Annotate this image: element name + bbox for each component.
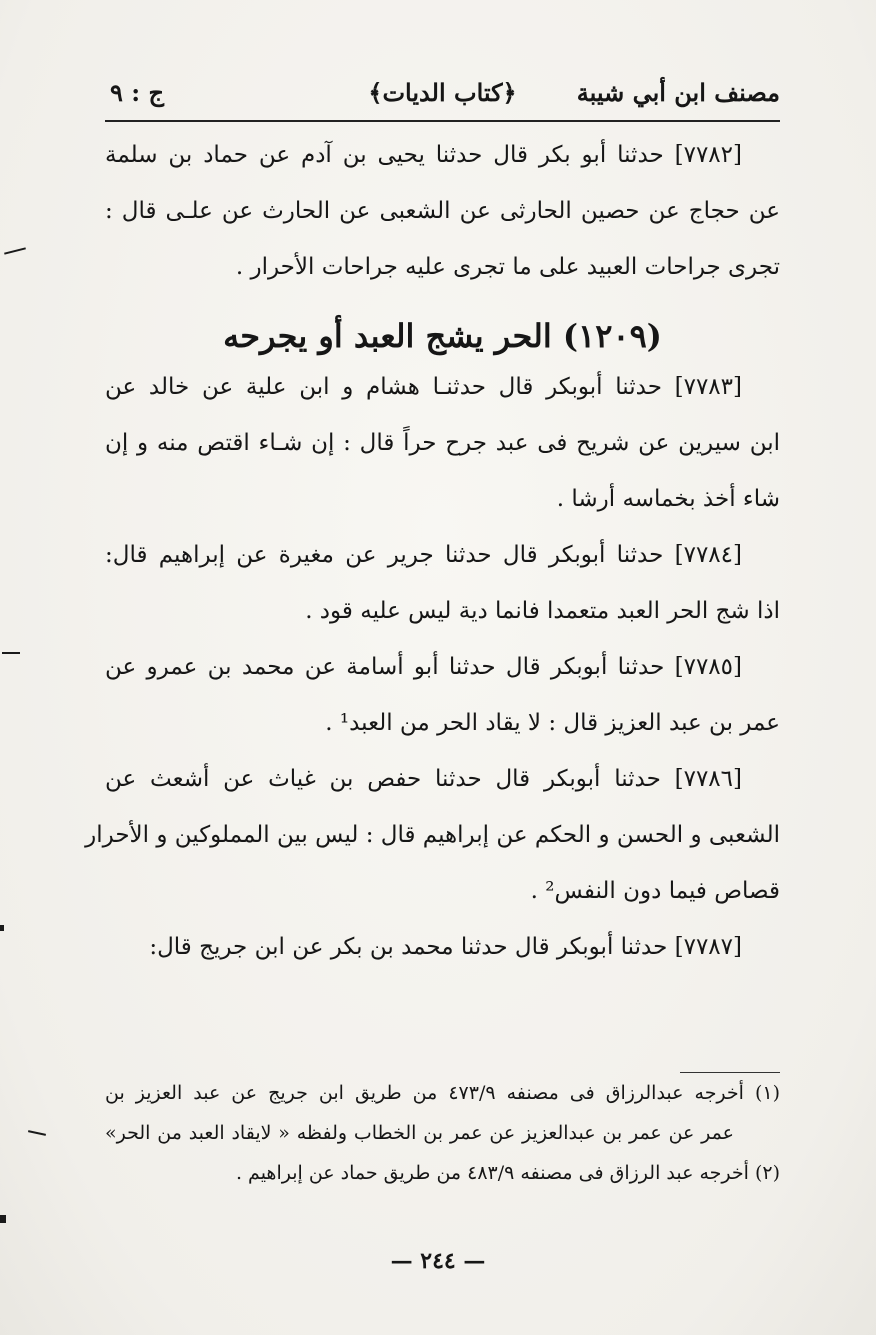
footnote-2: (٢) أخرجه عبد الرزاق فى مصنفه ٤٨٣/٩ من طريق حماد عن إبراهيم .: [235, 1162, 780, 1184]
hadith-7783-line-2: ابن سيرين عن شريح فى عبد جرح حراً قال : إن شـاء اقتص منه و إن: [105, 430, 780, 456]
scan-mark: [2, 652, 20, 654]
footnote-rule: [680, 1072, 780, 1073]
footnote-1-continued: عمر عن عمر بن عبدالعزيز عن عمر بن الخطاب ولفظه « لايقاد العبد من الحر»: [105, 1122, 734, 1144]
book-title: مصنف ابن أبي شيبة: [576, 78, 780, 107]
chapter-heading: (١٢٠٩) الحر يشج العبد أو يجرحه: [223, 317, 662, 355]
volume-number: ج : ٩: [110, 78, 164, 107]
scan-mark: [0, 925, 4, 931]
hadith-7785-line-2: عمر بن عبد العزيز قال : لا يقاد الحر من العبد¹ .: [325, 710, 780, 736]
scan-mark: [0, 1215, 6, 1223]
hadith-7786-line-2: الشعبى و الحسن و الحكم عن إبراهيم قال : ليس بين المملوكين و الأحرار: [85, 822, 780, 848]
hadith-7782-line-2: عن حجاج عن حصين الحارثى عن الشعبى عن الحارث عن علـى قال :: [105, 198, 780, 224]
hadith-7787-line-1: [٧٧٨٧] حدثنا أبوبكر قال حدثنا محمد بن بكر عن ابن جريج قال:: [149, 934, 742, 960]
header-rule: [105, 120, 780, 122]
scan-mark: [4, 247, 26, 254]
hadith-7785-line-1: [٧٧٨٥] حدثنا أبوبكر قال حدثنا أبو أسامة عن محمد بن عمرو عن: [105, 654, 742, 680]
hadith-7784-line-2: اذا شج الحر العبد متعمدا فانما دية ليس عليه قود .: [305, 598, 780, 624]
hadith-7783-line-3: شاء أخذ بخماسه أرشا .: [556, 486, 780, 512]
page-header: [105, 72, 780, 122]
footnotes: [105, 1080, 780, 1200]
footnote-1: (١) أخرجه عبدالرزاق فى مصنفه ٤٧٣/٩ من طريق ابن جريج عن عبد العزيز بن: [105, 1082, 781, 1104]
hadith-7782-line-3: تجرى جراحات العبيد على ما تجرى عليه جراحات الأحرار .: [235, 254, 780, 280]
hadith-7784-line-1: [٧٧٨٤] حدثنا أبوبكر قال حدثنا جرير عن مغيرة عن إبراهيم قال:: [105, 542, 742, 568]
main-text: [85, 140, 780, 988]
section-title: ﴿كتاب الديات﴾: [368, 78, 517, 107]
hadith-7786-line-1: [٧٧٨٦] حدثنا أبوبكر قال حدثنا حفص بن غياث عن أشعث عن: [105, 766, 742, 792]
hadith-7786-line-3: قصاص فيما دون النفس² .: [530, 878, 780, 904]
hadith-7782-line-1: [٧٧٨٢] حدثنا أبو بكر قال حدثنا يحيى بن آدم عن حماد بن سلمة: [105, 142, 742, 168]
page-number: — ٢٤٤ —: [390, 1248, 486, 1274]
scan-mark: [28, 1130, 46, 1136]
hadith-7783-line-1: [٧٧٨٣] حدثنا أبوبكر قال حدثنـا هشام و ابن علية عن خالد عن: [105, 374, 742, 400]
